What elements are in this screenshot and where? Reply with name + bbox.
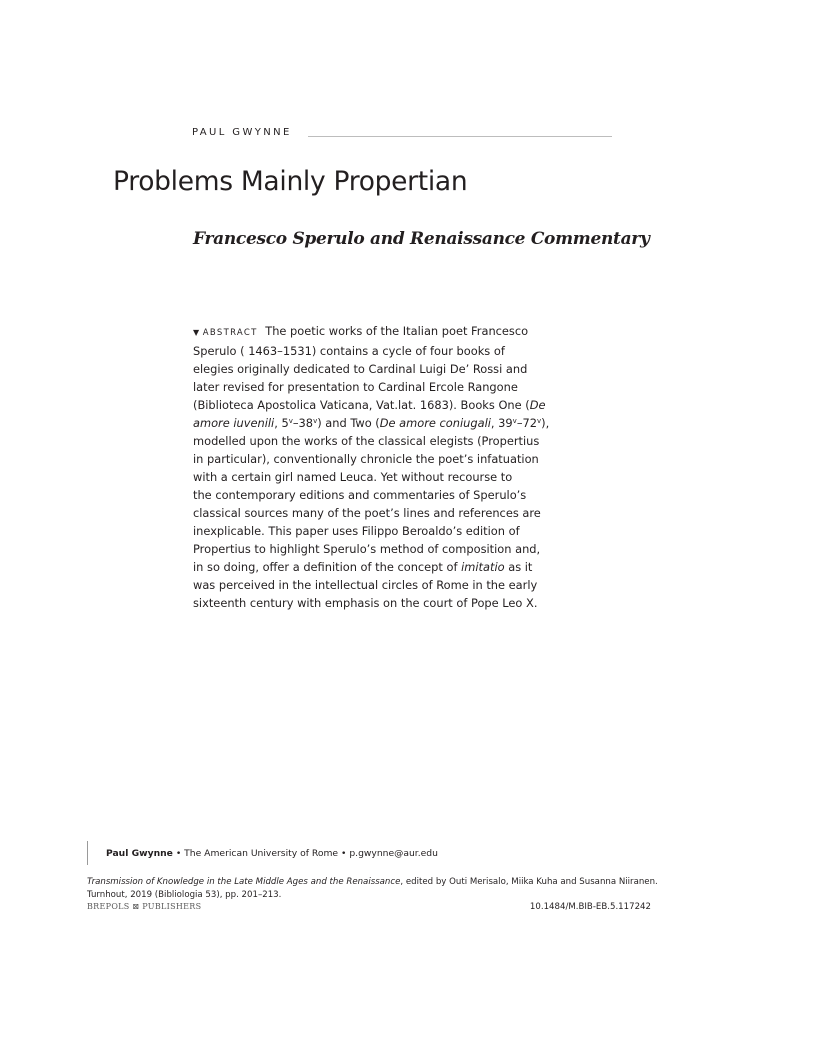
abstract-italic: imitatio bbox=[461, 560, 505, 574]
abstract-line bbox=[193, 414, 550, 432]
bullet-separator: • bbox=[338, 848, 350, 859]
book-title: Transmission of Knowledge in the Late Middle Ages and the Renaissance bbox=[87, 877, 401, 887]
abstract-text: Propertius to highlight Sperulo’s method of composition and, bbox=[193, 542, 541, 556]
abstract-line bbox=[193, 504, 541, 522]
abstract-line bbox=[193, 342, 533, 360]
abstract-line bbox=[193, 322, 533, 342]
abstract-line bbox=[193, 558, 533, 576]
abstract-line bbox=[193, 432, 540, 450]
article-subtitle: Francesco Sperulo and Renaissance Commentary bbox=[193, 229, 650, 249]
abstract-text: inexplicable. This paper uses Filippo Beroaldo’s edition of bbox=[193, 524, 520, 538]
abstract-text: Sperulo ( 1463–1531) contains a cycle of four books of bbox=[193, 344, 505, 358]
publisher-logo: BREPOLS ⊠ PUBLISHERS bbox=[87, 902, 202, 911]
abstract-text: classical sources many of the poet’s lines and references are bbox=[193, 506, 541, 520]
abstract-text: –72 bbox=[516, 416, 538, 430]
abstract-line bbox=[193, 486, 533, 504]
abstract-text: as it bbox=[504, 560, 533, 574]
abstract-line bbox=[193, 468, 533, 486]
folio-verso: v bbox=[537, 417, 542, 425]
abstract-text: modelled upon the works of the classical elegists (Propertius bbox=[193, 434, 540, 448]
triangle-down-icon: ▼ bbox=[193, 328, 200, 337]
abstract-italic: De bbox=[529, 398, 546, 412]
abstract-line bbox=[193, 540, 541, 558]
abstract-text: sixteenth century with emphasis on the court of Pope Leo X. bbox=[193, 596, 538, 610]
abstract-line bbox=[193, 450, 539, 468]
running-author-header: PAUL GWYNNE bbox=[192, 127, 292, 138]
abstract-text: the contemporary editions and commentaries of Sperulo’s bbox=[193, 488, 527, 502]
abstract-line bbox=[193, 396, 546, 414]
abstract-line bbox=[193, 594, 538, 612]
bullet-separator: • bbox=[172, 848, 185, 859]
article-title: Problems Mainly Propertian bbox=[113, 166, 468, 197]
abstract bbox=[193, 322, 550, 612]
abstract-text: elegies originally dedicated to Cardinal Luigi De’ Rossi and bbox=[193, 362, 528, 376]
abstract-label: ABSTRACT bbox=[202, 328, 258, 338]
doi[interactable]: 10.1484/M.BIB-EB.5.117242 bbox=[529, 902, 651, 912]
footer-vertical-bar bbox=[87, 841, 88, 865]
author-name: Paul Gwynne bbox=[106, 848, 173, 859]
abstract-text: ), bbox=[541, 416, 550, 430]
abstract-text: –38 bbox=[292, 416, 314, 430]
folio-verso: v bbox=[313, 417, 318, 425]
abstract-italic: De amore coniugali bbox=[379, 416, 491, 430]
abstract-text: was perceived in the intellectual circles of Rome in the early bbox=[193, 578, 538, 592]
abstract-text: with a certain girl named Leuca. Yet without recourse to bbox=[193, 470, 513, 484]
institution: The American University of Rome bbox=[184, 848, 339, 859]
editors: , edited by Outi Merisalo, Miika Kuha and Susanna Niiranen. bbox=[400, 877, 658, 887]
abstract-text: later revised for presentation to Cardinal Ercole Rangone bbox=[193, 380, 518, 394]
author-affiliation bbox=[106, 848, 438, 859]
header-rule bbox=[308, 136, 612, 137]
abstract-line bbox=[193, 576, 538, 594]
abstract-text: (Biblioteca Apostolica Vaticana, Vat.lat. 1683). Books One ( bbox=[193, 398, 530, 412]
citation-line-1 bbox=[87, 876, 658, 889]
folio-verso: v bbox=[512, 417, 517, 425]
abstract-text: , 5 bbox=[274, 416, 289, 430]
folio-verso: v bbox=[288, 417, 293, 425]
abstract-text: in particular), conventionally chronicle the poet’s infatuation bbox=[193, 452, 539, 466]
abstract-text: in so doing, offer a definition of the concept of bbox=[193, 560, 462, 574]
abstract-line bbox=[193, 522, 533, 540]
abstract-line bbox=[193, 360, 533, 378]
abstract-text: , 39 bbox=[490, 416, 513, 430]
author-email[interactable]: p.gwynne@aur.edu bbox=[349, 848, 438, 859]
abstract-text: The poetic works of the Italian poet Francesco bbox=[265, 324, 529, 338]
citation bbox=[87, 876, 658, 902]
abstract-line bbox=[193, 378, 533, 396]
abstract-text: ) and Two ( bbox=[317, 416, 380, 430]
publication-info: Turnhout, 2019 (Bibliologia 53), pp. 201–213. bbox=[87, 890, 282, 900]
abstract-italic: amore iuvenili bbox=[193, 416, 275, 430]
